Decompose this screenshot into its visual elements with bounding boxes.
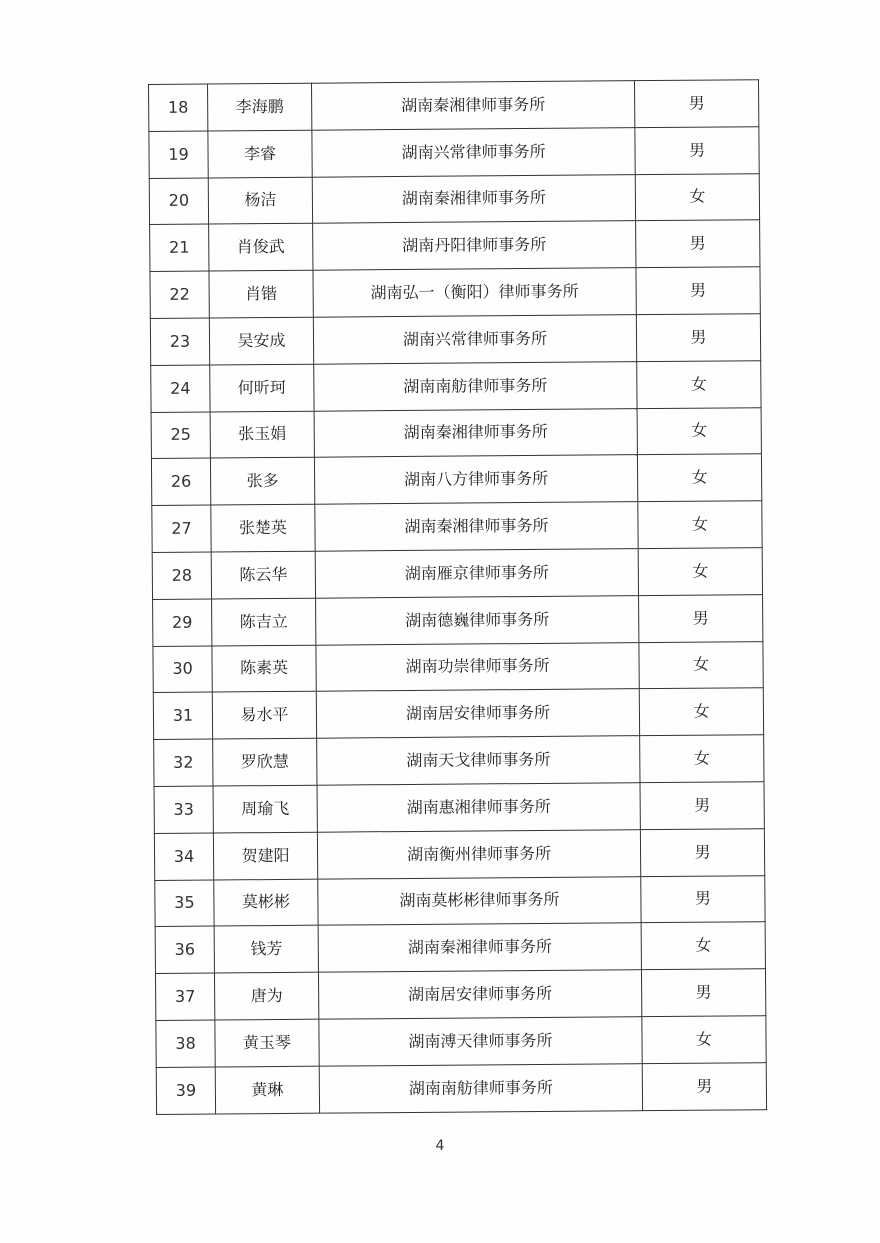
row-number-cell: 33 (154, 786, 213, 833)
lawyer-name-cell: 周瑜飞 (213, 785, 317, 833)
gender-cell: 男 (636, 314, 760, 362)
law-firm-cell: 湖南秦湘律师事务所 (318, 923, 641, 972)
law-firm-cell: 湖南南舫律师事务所 (314, 361, 637, 410)
law-firm-cell: 湖南居安律师事务所 (316, 689, 639, 738)
row-number-cell: 28 (152, 552, 211, 599)
table-row (154, 735, 764, 787)
law-firm-cell: 湖南丹阳律师事务所 (313, 221, 636, 270)
lawyer-name-cell: 李睿 (208, 130, 312, 178)
gender-cell: 男 (641, 969, 765, 1017)
row-number-cell: 29 (153, 599, 212, 646)
row-number-cell: 37 (155, 973, 214, 1020)
table-row (150, 267, 760, 319)
row-number-cell: 32 (154, 739, 213, 786)
row-number-cell: 30 (153, 646, 212, 693)
row-number-cell: 18 (149, 84, 208, 131)
lawyer-name-cell: 陈素英 (212, 645, 316, 693)
law-firm-cell: 湖南秦湘律师事务所 (312, 174, 635, 223)
gender-cell: 女 (637, 454, 761, 502)
lawyer-name-cell: 肖锴 (209, 270, 313, 318)
gender-cell: 男 (635, 127, 759, 175)
table-row (153, 641, 763, 693)
gender-cell: 女 (638, 548, 762, 596)
lawyer-roster-table (148, 79, 767, 1114)
gender-cell: 男 (636, 220, 760, 268)
gender-cell: 女 (642, 1016, 766, 1064)
gender-cell: 男 (640, 828, 764, 876)
row-number-cell: 36 (155, 926, 214, 973)
gender-cell: 男 (634, 80, 758, 128)
lawyer-name-cell: 陈云华 (211, 551, 315, 599)
table-row (151, 454, 761, 506)
law-firm-cell: 湖南秦湘律师事务所 (315, 502, 638, 551)
law-firm-cell: 湖南秦湘律师事务所 (311, 81, 634, 130)
table-row (156, 1016, 766, 1068)
table-row (154, 828, 764, 880)
law-firm-cell: 湖南南舫律师事务所 (319, 1063, 642, 1112)
law-firm-cell: 湖南莫彬彬律师事务所 (318, 876, 641, 925)
gender-cell: 女 (640, 735, 764, 783)
row-number-cell: 38 (156, 1020, 215, 1067)
law-firm-cell: 湖南兴常律师事务所 (313, 315, 636, 364)
law-firm-cell: 湖南秦湘律师事务所 (314, 408, 637, 457)
lawyer-name-cell: 罗欣慧 (213, 738, 317, 786)
row-number-cell: 31 (153, 692, 212, 739)
lawyer-name-cell: 唐为 (214, 972, 318, 1020)
lawyer-name-cell: 何昕珂 (210, 364, 314, 412)
law-firm-cell: 湖南衡州律师事务所 (317, 829, 640, 878)
row-number-cell: 35 (155, 880, 214, 927)
row-number-cell: 21 (150, 224, 209, 271)
gender-cell: 女 (637, 407, 761, 455)
law-firm-cell: 湖南惠湘律师事务所 (317, 783, 640, 832)
law-firm-cell: 湖南德巍律师事务所 (316, 595, 639, 644)
table-row (153, 688, 763, 740)
table-row (149, 80, 759, 132)
row-number-cell: 27 (152, 505, 211, 552)
gender-cell: 女 (639, 688, 763, 736)
row-number-cell: 19 (149, 131, 208, 178)
law-firm-cell: 湖南天戈律师事务所 (317, 736, 640, 785)
lawyer-name-cell: 贺建阳 (213, 832, 317, 880)
gender-cell: 男 (636, 267, 760, 315)
roster-table-body (149, 80, 767, 1114)
lawyer-name-cell: 肖俊武 (209, 224, 313, 272)
gender-cell: 女 (638, 501, 762, 549)
row-number-cell: 34 (154, 833, 213, 880)
law-firm-cell: 湖南雁京律师事务所 (315, 549, 638, 598)
law-firm-cell: 湖南功崇律师事务所 (316, 642, 639, 691)
lawyer-name-cell: 莫彬彬 (214, 879, 318, 927)
lawyer-name-cell: 陈吉立 (212, 598, 316, 646)
row-number-cell: 24 (151, 365, 210, 412)
table-row (152, 501, 762, 553)
row-number-cell: 20 (149, 178, 208, 225)
table-row (153, 594, 763, 646)
table-row (156, 1062, 766, 1114)
table-row (149, 127, 759, 179)
gender-cell: 女 (641, 922, 765, 970)
table-row (150, 220, 760, 272)
page-number: 4 (435, 1138, 445, 1154)
table-row (155, 969, 765, 1021)
lawyer-name-cell: 吴安成 (209, 317, 313, 365)
lawyer-name-cell: 钱芳 (214, 926, 318, 974)
law-firm-cell: 湖南八方律师事务所 (314, 455, 637, 504)
lawyer-name-cell: 张玉娟 (210, 411, 314, 459)
table-row (155, 875, 765, 927)
law-firm-cell: 湖南溥天律师事务所 (319, 1017, 642, 1066)
law-firm-cell: 湖南居安律师事务所 (318, 970, 641, 1019)
gender-cell: 男 (640, 782, 764, 830)
table-row (149, 173, 759, 225)
table-row (152, 548, 762, 600)
row-number-cell: 23 (150, 318, 209, 365)
row-number-cell: 39 (156, 1067, 215, 1114)
law-firm-cell: 湖南弘一（衡阳）律师事务所 (313, 268, 636, 317)
lawyer-name-cell: 易水平 (212, 692, 316, 740)
gender-cell: 男 (639, 594, 763, 642)
row-number-cell: 22 (150, 271, 209, 318)
table-row (151, 407, 761, 459)
table-row (154, 782, 764, 834)
lawyer-name-cell: 张楚英 (211, 504, 315, 552)
lawyer-name-cell: 黄玉琴 (215, 1019, 319, 1067)
gender-cell: 男 (641, 875, 765, 923)
lawyer-name-cell: 李海鹏 (208, 83, 312, 131)
table-row (150, 314, 760, 366)
lawyer-name-cell: 黄琳 (215, 1066, 319, 1114)
gender-cell: 女 (635, 173, 759, 221)
gender-cell: 男 (642, 1062, 766, 1110)
law-firm-cell: 湖南兴常律师事务所 (312, 127, 635, 176)
lawyer-name-cell: 杨洁 (208, 177, 312, 225)
row-number-cell: 26 (151, 458, 210, 505)
row-number-cell: 25 (151, 412, 210, 459)
gender-cell: 女 (637, 360, 761, 408)
table-row (155, 922, 765, 974)
lawyer-name-cell: 张多 (210, 458, 314, 506)
gender-cell: 女 (639, 641, 763, 689)
table-row (151, 360, 761, 412)
